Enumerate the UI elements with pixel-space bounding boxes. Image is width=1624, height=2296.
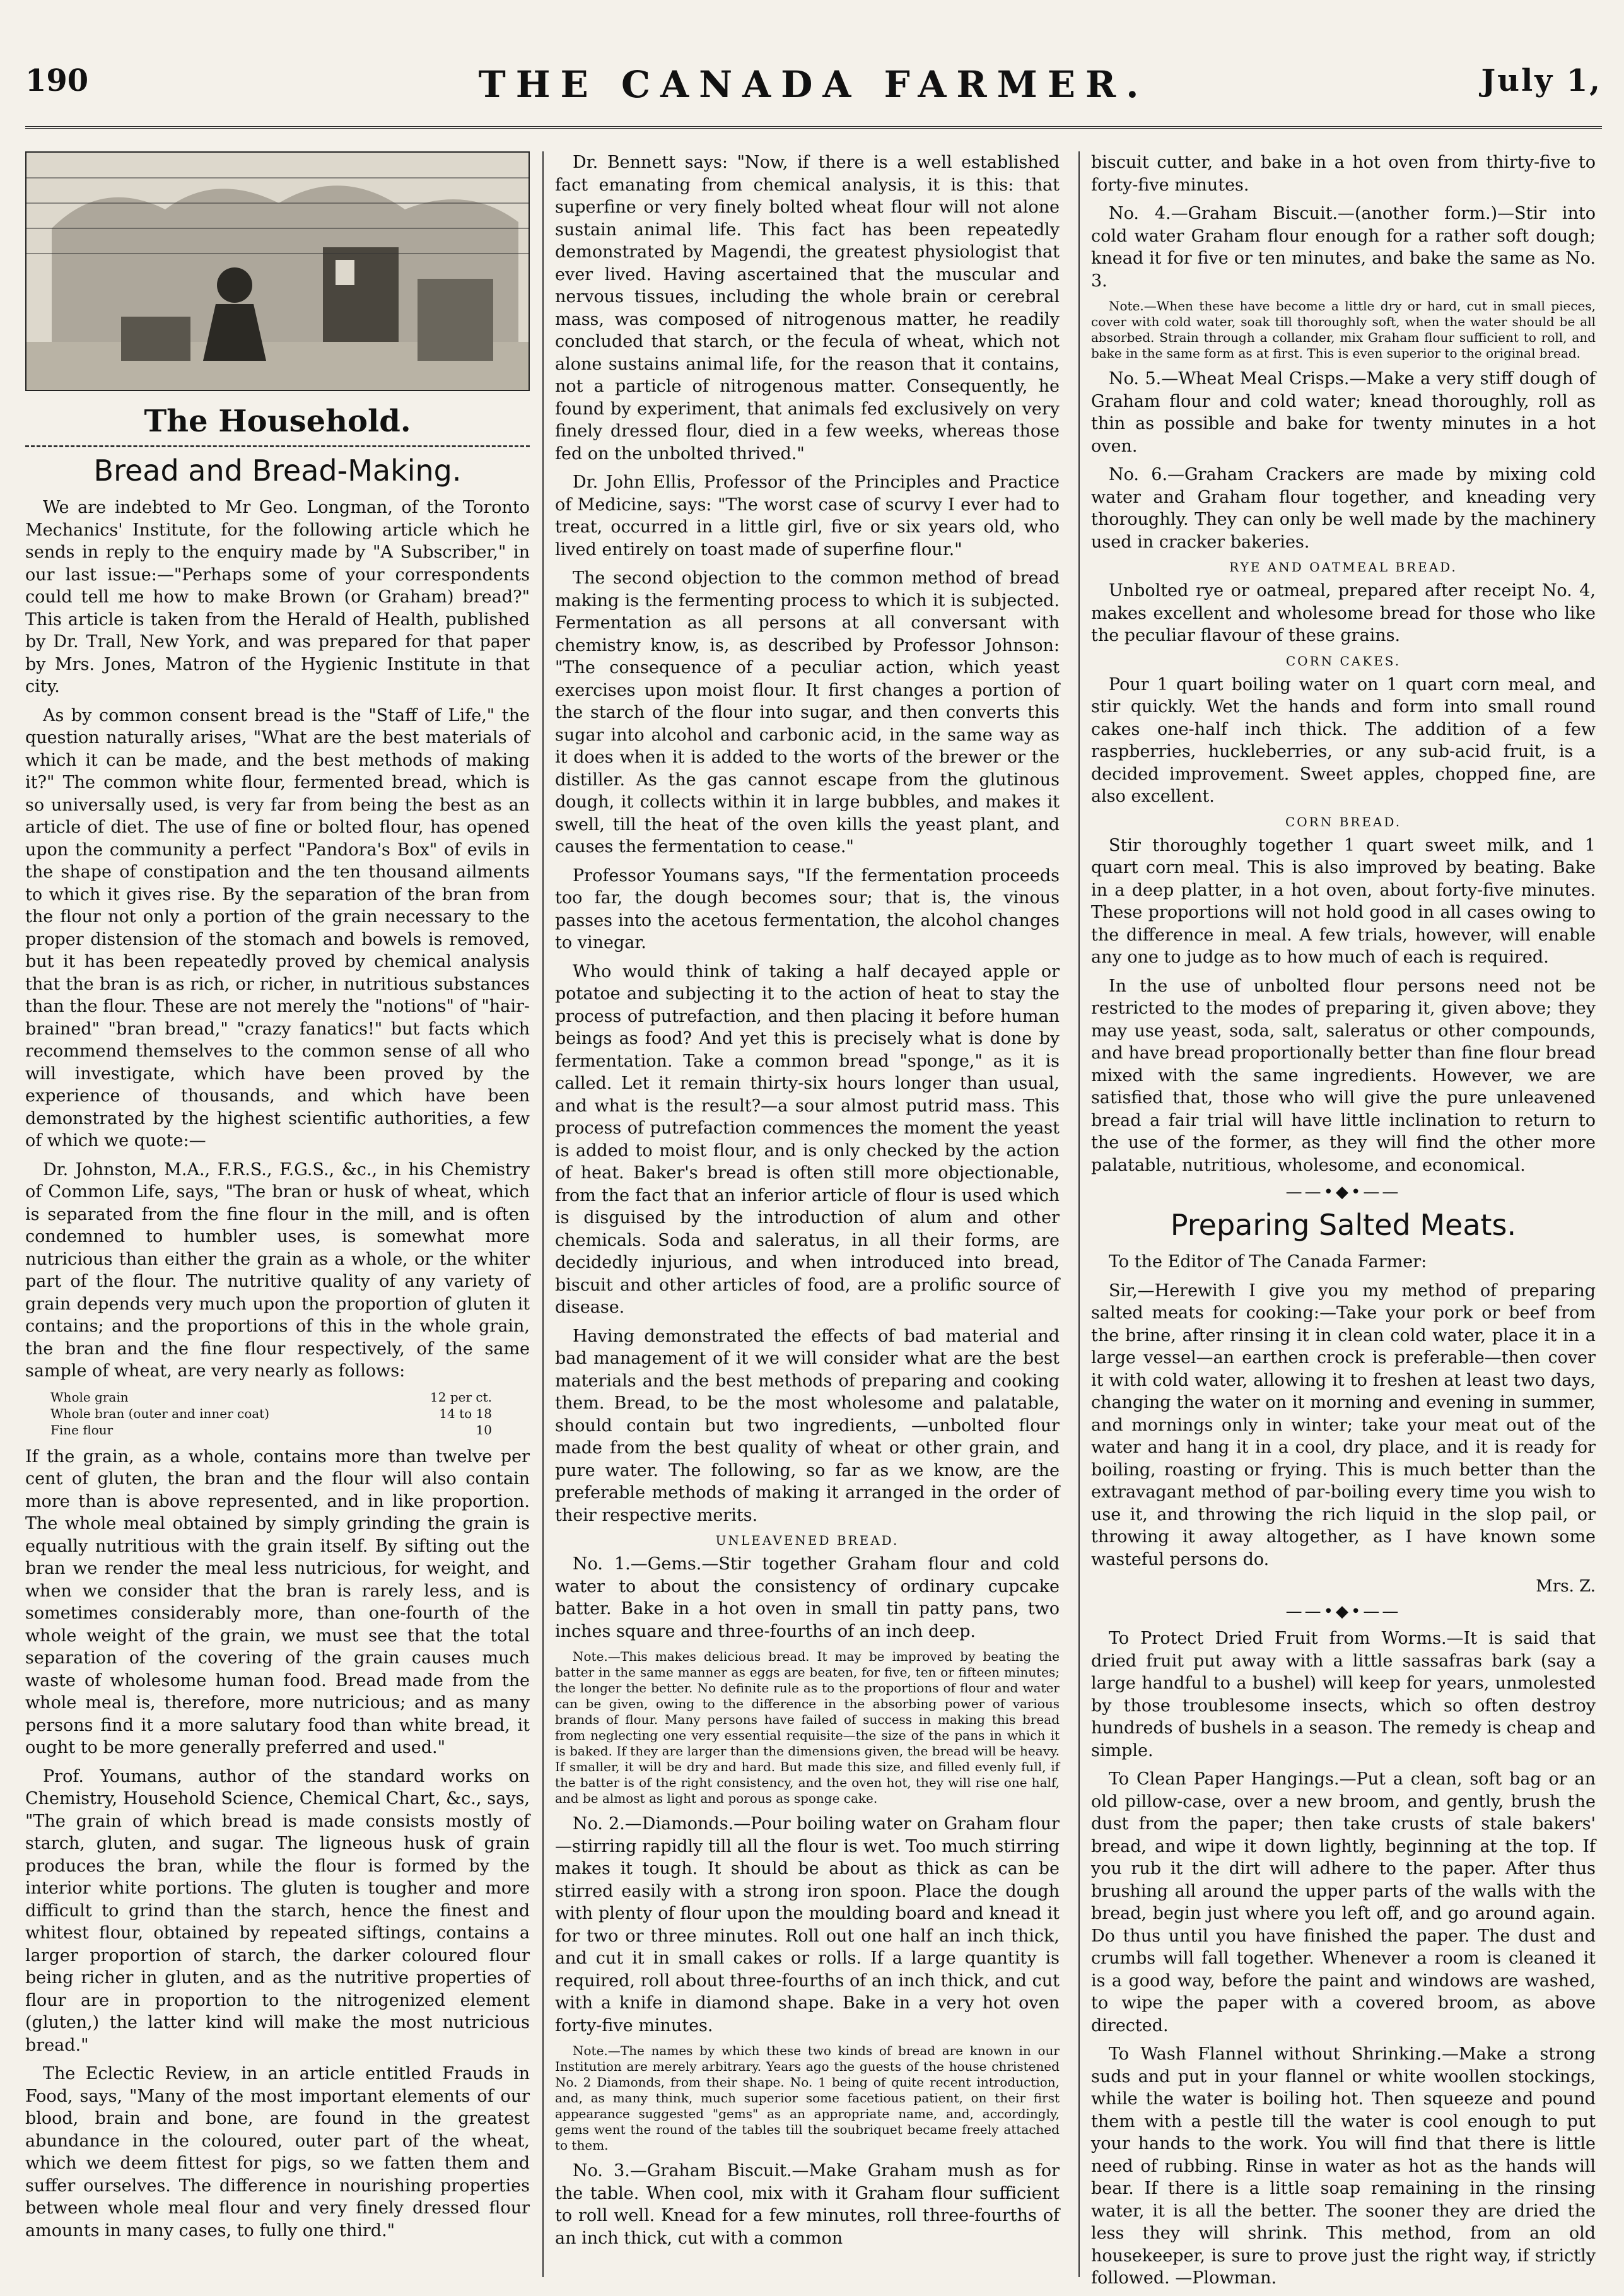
article-title: Bread and Bread-Making. [93, 454, 462, 488]
table-row: Whole bran (outer and inner coat) 14 to 18 [50, 1405, 492, 1421]
paragraph: No. 5.—Wheat Meal Crisps.—Make a very stiff dough of Graham flour and cold water; knead thoroughly, roll as thin as possible and bake for twenty minutes in a hot oven. [1091, 369, 1596, 456]
signature: Mrs. Z. [1536, 1577, 1596, 1596]
column-divider [542, 151, 544, 2277]
separator-ornament: ——•◆•—— [1285, 1602, 1401, 1621]
subheading: UNLEAVENED BREAD. [715, 1533, 899, 1548]
table-row: Fine flour 10 [50, 1422, 492, 1438]
paragraph: Who would think of taking a half decayed apple or potatoe and subjecting it to the action of heat to stay the process of putrefaction, and then placing it before human beings as food? And yet this is precisely what is done by fermentation. Take a common bread "sponge," as it is called. Let it remain thirty-six hours longer than usual, and what is the result?—a sour almost putrid mass. This process of putrefaction commences the moment the yeast is added to moist flour, and is only checked by the action of heat. Baker's bread is often still more objectionable, from the fact that an inferior article of flour is used which is disguised by the introduction of alum and other chemicals. Soda and saleratus, in all their forms, are decidedly injurious, and when introduced into bread, biscuit and other articles of food, are a prolific source of disease. [555, 961, 1060, 1317]
table-row: Whole grain 12 per ct. [50, 1389, 492, 1405]
subheading: CORN BREAD. [1285, 814, 1402, 829]
column-2 [555, 151, 1060, 2256]
paragraph: To Wash Flannel without Shrinking.—Make a strong suds and put in your flannel or white woollen stockings, while the water is boiling hot. Then squeeze and pound them with a pestle till the water is cool enough to put your hands to the work. You will find that there is little need of rubbing. Rinse in water as hot as the hands will bear. If there is a little soap remaining in the rinsing water, it is all the better. The sooner they are dried the less they will shrink. This method, from an old housekeeper, is sure to prove just the right way, if strictly followed. —Plowman. [1091, 2044, 1596, 2288]
gluten-table [50, 1389, 530, 1438]
paragraph: The Eclectic Review, in an article entitled Frauds in Food, says, "Many of the most important elements of our blood, brain and bone, are found in the greatest abundance in the coloured, outer part of the wheat, which we deem fittest for pigs, so we fatten them and suffer ourselves. The difference in nourishing properties between whole meal flour and very finely dressed flour amounts in many cases, to fully one third." [25, 2064, 530, 2240]
paragraph: Prof. Youmans, author of the standard works on Chemistry, Household Science, Chemical Chart, &c., says, "The grain of which bread is made consists mostly of starch, gluten, and sugar. The ligneous husk of grain produces the bran, while the flour is formed by the interior white portions. The gluten is tougher and more difficult to grind than the starch, hence the finest and whitest flour, obtained by repeated siftings, contains a larger proportion of starch, the darker coloured flour being richer in gluten, and as the nutritive properties of flour are in proportion to the nitrogenized element (gluten,) the latter kind will make the most nutricious bread." [25, 1766, 530, 2055]
paragraph: To Protect Dried Fruit from Worms.—It is said that dried fruit put away with a little sassafras bark (say a large handful to a bushel) will keep for years, unmolested by those troublesome insects, which so often destroy hundreds of bushels in a season. The remedy is cheap and simple. [1091, 1629, 1596, 1760]
paragraph: No. 4.—Graham Biscuit.—(another form.)—Stir into cold water Graham flour enough for a rather soft dough; knead it for five or ten minutes, and bake the same as No. 3. [1091, 204, 1596, 291]
paragraph: Dr. Bennett says: "Now, if there is a well established fact emanating from chemical analysis, it is this: that superfine or very finely bolted wheat flour will not alone sustain animal life. This fact has been repeatedly demonstrated by Magendi, the greatest physiologist that ever lived. Having ascertained that the muscular and nervous tissues, including the whole brain or cerebral mass, was composed of nitrogenous matter, he readily concluded that starch, or the fecula of wheat, which not alone sustains animal life, for the reason that it contains, not a particle of nitrogenous matter. Consequently, he found by experiment, that animals fed exclusively on very finely dressed flour, died in a few weeks, whereas those fed on the unbolted thrived." [555, 153, 1060, 464]
subheading: RYE AND OATMEAL BREAD. [1229, 559, 1458, 575]
newspaper-page [25, 0, 1602, 2290]
issue-date: July 1, [1481, 63, 1602, 98]
paragraph: We are indebted to Mr Geo. Longman, of the Toronto Mechanics' Institute, for the following article which he sends in reply to the enquiry made by "A Subscriber," in our last issue:—"Perhaps some of your correspondents could tell me how to make Brown (or Graham) bread?" This article is taken from the Herald of Health, published by Dr. Trall, New York, and was prepared for that paper by Mrs. Jones, Matron of the Hygienic Institute in that city. [25, 498, 530, 696]
note: Note.—When these have become a little dry or hard, cut in small pieces, cover with cold water, soak till thoroughly soft, when the water should be all absorbed. Strain through a collander, mix Graham flour sufficient to roll, and bake in the same form as at first. This is even superior to the original bread. [1091, 298, 1596, 361]
dashed-rule [25, 445, 530, 447]
paragraph: No. 3.—Graham Biscuit.—Make Graham mush as for the table. When cool, mix with it Graham flour sufficient to roll well. Knead for a few minutes, roll three-fourths of an inch thick, cut with a common [555, 2161, 1060, 2248]
page-number: 190 [25, 63, 89, 98]
paragraph: The second objection to the common method of bread making is the fermenting process to which it is subjected. Fermentation as all persons at all conversant with chemistry know, is, as described by Professor Johnson: "The consequence of a peculiar action, which yeast exercises upon moist flour. It first changes a portion of the starch of the flour into sugar, and then converts this sugar into alcohol and carbonic acid, in the same way as it does when it is added to the worts of the brewer or the distiller. As the gas cannot escape from the glutinous dough, it collects within it in large bubbles, and makes it swell, till the heat of the oven kills the yeast plant, and causes the fermentation to cease." [555, 568, 1060, 857]
paragraph: In the use of unbolted flour persons need not be restricted to the modes of preparing it, given above; they may use yeast, soda, salt, saleratus or other compounds, and have bread proportionally better than fine flour bread mixed with the same ingredients. However, we are satisfied that, those who will give the pure unleavened bread a fair trial will have little inclination to return to the use of the former, as they will find the other more palatable, nutritious, wholesome, and economical. [1091, 976, 1596, 1175]
paragraph: To Clean Paper Hangings.—Put a clean, soft bag or an old pillow-case, over a new broom, and gently, brush the dust from the paper; then take crusts of stale bakers' bread, and wipe it down lightly, beginning at the top. If you rub it the dirt will adhere to the paper. After thus brushing all around the upper parts of the walls with the bread, begin just where you left off, and go around again. Do thus until you have finished the paper. The dust and crumbs will fall together. Whenever a room is cleaned it is a good way, before the paint and windows are washed, to wipe the paper with a covered broom, as above directed. [1091, 1769, 1596, 2035]
paragraph: Dr. John Ellis, Professor of the Principles and Practice of Medicine, says: "The worst case of scurvy I ever had to treat, occurred in a little girl, five or six years old, who lived entirely on toast made of superfine flour." [555, 472, 1060, 559]
column-divider [1078, 151, 1080, 2277]
salutation: To the Editor of The Canada Farmer: [1109, 1252, 1427, 1272]
newspaper-title: THE CANADA FARMER. [478, 63, 1149, 106]
note: Note.—The names by which these two kinds of bread are known in our Institution are merely arbitrary. Years ago the guests of the house christened No. 2 Diamonds, from their shape. No. 1 being of quite recent introduction, and, as many think, much superior some facetious patient, on their first appearance suggested "gems" as an appropriate name, and, accordingly, gems went the round of the tables till the soubriquet became freely attached to them. [555, 2043, 1060, 2153]
note: Note.—This makes delicious bread. It may be improved by beating the batter in the same manner as eggs are beaten, for five, ten or fifteen minutes; the longer the better. No definite rule as to the proportions of flour and water can be given, owing to the difference in the absorbing power of various brands of flour. Many persons have failed of success in making this bread from neglecting one very essential requisite—the size of the pans in which it is baked. If they are larger than the dimensions given, the bread will be heavy. If smaller, it will be dry and hard. But made this size, and filled evenly full, if the batter is of the right consistency, and the oven hot, they will rise one half, and be almost as light and porous as sponge cake. [555, 1649, 1060, 1806]
paragraph: Stir thoroughly together 1 quart sweet milk, and 1 quart corn meal. This is also improved by beating. Bake in a deep platter, in a hot oven, about forty-five minutes. These proportions will not hold good in all cases owing to the difference in meal. A few trials, however, will enable any one to judge as to how much of each is required. [1091, 835, 1596, 967]
paragraph: Unbolted rye or oatmeal, prepared after receipt No. 4, makes excellent and wholesome bread for those who like the peculiar flavour of these grains. [1091, 581, 1596, 645]
paragraph: No. 2.—Diamonds.—Pour boiling water on Graham flour—stirring rapidly till all the flour is wet. Too much stirring makes it tough. It should be about as thick as can be stirred easily with a strong iron spoon. Place the dough with plenty of flour upon the moulding board and knead it for two or three minutes. Roll out one half an inch thick, and cut it in small cakes or rolls. If a large quantity is required, roll about three-fourths of an inch thick, and cut with a knife in diamond shape. Bake in a very hot oven forty-five minutes. [555, 1814, 1060, 2035]
masthead [25, 63, 1602, 120]
column-1 [25, 151, 530, 2248]
household-illustration [25, 151, 530, 391]
header-rule [25, 126, 1602, 129]
paragraph: No. 1.—Gems.—Stir together Graham flour and cold water to about the consistency of ordinary cupcake batter. Bake in a hot oven in small tin patty pans, two inches square and three-fourths of an inch deep. [555, 1554, 1060, 1641]
paragraph: Professor Youmans says, "If the fermentation proceeds too far, the dough becomes sour; that is, the vinous passes into the acetous fermentation, the alcohol changes to vinegar. [555, 865, 1060, 952]
article-title: Preparing Salted Meats. [1170, 1208, 1517, 1242]
paragraph: As by common consent bread is the "Staff of Life," the question naturally arises, "What are the best materials of which it can be made, and the best methods of making it?" The common white flour, fermented bread, which is so universally used, is very far from being the best as an article of diet. The use of fine or bolted flour, has opened upon the community a perfect "Pandora's Box" of evils in the shape of constipation and the ten thousand ailments to which it gives rise. By the separation of the bran from the flour not only a portion of the grain necessary to the proper distension of the stomach and bowels is removed, but it has been repeatedly proved by chemical analysis that the bran is as rich, or richer, in nutritious substances than the flour. These are not merely the "notions" of "hair-brained" "bran bread," "crazy fanatics!" but facts which recommend themselves to the common sense of all who will investigate, which have been proved by the experience of thousands, and which have been demonstrated by the highest scientific authorities, a few of which we quote:— [25, 705, 530, 1151]
paragraph: Having demonstrated the effects of bad material and bad management of it we will consider what are the best materials and the best methods of preparing and cooking them. Bread, to be the most wholesome and palatable, should contain but two ingredients, —unbolted flour made from the best quality of wheat or other grain, and pure water. The following, so far as we know, are the preferable methods of making it arranged in the order of their respective merits. [555, 1326, 1060, 1525]
paragraph: biscuit cutter, and bake in a hot oven from thirty-five to forty-five minutes. [1091, 153, 1596, 195]
paragraph: No. 6.—Graham Crackers are made by mixing cold water and Graham flour together, and kneading very thoroughly. They can only be well made by the machinery used in cracker bakeries. [1091, 465, 1596, 552]
paragraph: Sir,—Herewith I give you my method of preparing salted meats for cooking:—Take your pork or beef from the brine, after rinsing it in clean cold water, place it in a large vessel—an earthen crock is preferable—then cover it with cold water, allowing it to freshen at least two days, changing the water on it morning and evening in summer, and mornings only in winter; take your meat out of the water and hang it in a cool, dry place, and it is ready for boiling, roasting or frying. This is much better than the extravagant method of par-boiling every time you wish to use it, and throwing the rich liquid in the slop pail, or throwing it away altogether, as I have known some wasteful persons do. [1091, 1280, 1596, 1569]
paragraph: If the grain, as a whole, contains more than twelve per cent of gluten, the bran and the flour will also contain more than is above represented, and in like proportion. The whole meal obtained by simply grinding the grain is equally nutritious with the grain itself. By sifting out the bran we render the meal less nutricious, for weight, and when we consider that the bran is rarely less, and is sometimes considerably more, than one-fourth of the whole weight of the grain, we must see that the total separation of the covering of the grain causes much waste of wholesome human food. Bread made from the whole meal is, therefore, more nutricious; and as many persons find it a more salutary food than white bread, it ought to be more generally preferred and used." [25, 1446, 530, 1757]
paragraph: Pour 1 quart boiling water on 1 quart corn meal, and stir quickly. Wet the hands and form into small round cakes one-half inch thick. The addition of a few raspberries, huckleberries, or any sub-acid fruit, is a decided improvement. Sweet apples, chopped fine, are also excellent. [1091, 674, 1596, 806]
subheading: CORN CAKES. [1285, 653, 1401, 669]
separator-ornament: ——•◆•—— [1285, 1183, 1401, 1202]
column-3 [1091, 151, 1596, 2296]
paragraph: Dr. Johnston, M.A., F.R.S., F.G.S., &c., in his Chemistry of Common Life, says, "The bran or husk of wheat, which is separated from the fine flour in the mill, and is often condemned to humbler uses, is somewhat more nutricious than either the grain as a whole, or the whiter part of the flour. The nutritive quality of any variety of grain depends very much upon the proportion of gluten it contains; and the proportions of this in the whole grain, the bran and the fine flour respectively, of the same sample of wheat, are very nearly as follows: [25, 1159, 530, 1381]
department-heading: The Household. [144, 404, 411, 439]
